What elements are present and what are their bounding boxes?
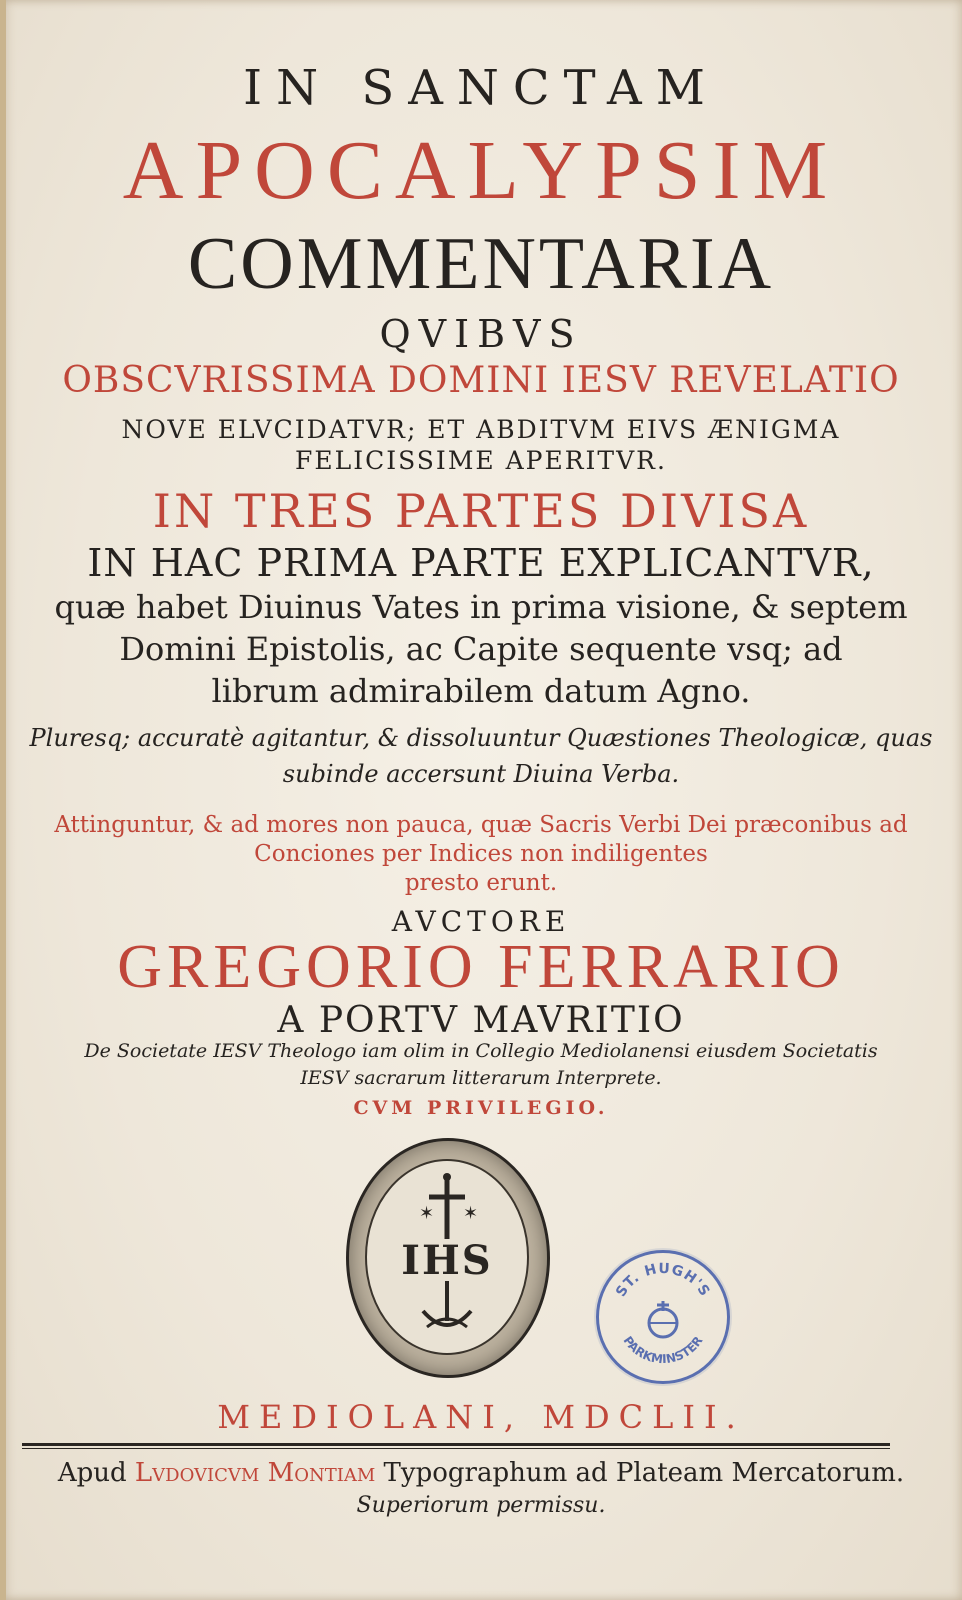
ihs-monogram: IHS <box>401 1237 493 1284</box>
title-line-3: COMMENTARIA <box>187 223 775 305</box>
italic-note-line-1: Pluresq; accuratè agitantur, & dissoluuntur Quæstiones Theologicæ, quas <box>29 724 933 752</box>
apud-text: Apud <box>57 1458 127 1488</box>
title-line-2: APOCALYPSIM <box>122 124 840 217</box>
stamp-top-text: ST. HUGH'S <box>613 1260 713 1300</box>
permission-line: Superiorum permissu. <box>356 1493 606 1518</box>
parts-heading: IN TRES PARTES DIVISA <box>152 484 810 538</box>
imprint-rule-thin <box>22 1448 890 1449</box>
printer-name: Lvdovicvm Montiam <box>134 1458 376 1488</box>
imprint-rule <box>22 1443 890 1446</box>
svg-text:PARKMINSTER <box>621 1334 706 1367</box>
privilege-note: CVM PRIVILEGIO. <box>353 1097 609 1119</box>
description-line-3: librum admirabilem datum Agno. <box>211 672 751 710</box>
svg-text:ST. HUGH'S <box>613 1261 713 1300</box>
place-and-date: MEDIOLANI, MDCLII. <box>217 1398 745 1436</box>
author-origin: A PORTV MAVRITIO <box>277 1000 685 1041</box>
emblem-center <box>365 1159 529 1355</box>
printer-location: Typographum ad Plateam Mercatorum. <box>383 1458 905 1488</box>
stamp-bottom-text: PARKMINSTER <box>620 1333 706 1367</box>
author-affiliation-line-1: De Societate IESV Theologo iam olim in Collegio Mediolanensi eiusdem Societatis <box>84 1040 878 1062</box>
author-affiliation-line-2: IESV sacrarum litterarum Interprete. <box>300 1067 662 1089</box>
subtitle-quibus: QVIBVS <box>379 312 583 356</box>
first-part-heading: IN HAC PRIMA PARTE EXPLICANTVR, <box>87 541 875 585</box>
svg-text:✶: ✶ <box>463 1203 479 1224</box>
author-name: GREGORIO FERRARIO <box>117 933 845 1001</box>
red-note-line-1: Attinguntur, & ad mores non pauca, quæ Sacris Verbi Dei præconibus ad <box>54 812 908 838</box>
subtitle-revelatio: OBSCVRISSIMA DOMINI IESV REVELATIO <box>62 360 900 401</box>
red-note-line-2: Conciones per Indices non indiligentes <box>254 841 708 867</box>
title-line-1: IN SANCTAM <box>243 60 719 116</box>
description-line-2: Domini Epistolis, ac Capite sequente vsq; ad <box>119 630 843 668</box>
auctore-label: AVCTORE <box>391 905 571 938</box>
stamp-graphic <box>599 1253 727 1381</box>
printer-line <box>0 1458 962 1488</box>
subtitle-elucidatur: NOVE ELVCIDATVR; ET ABDITVM EIVS ÆNIGMA <box>121 415 841 444</box>
italic-note-line-2: subinde accersunt Diuina Verba. <box>282 760 680 788</box>
subtitle-aperitur: FELICISSIME APERITVR. <box>295 446 667 475</box>
library-stamp <box>596 1250 730 1384</box>
svg-text:✶: ✶ <box>419 1203 435 1224</box>
red-note-line-3: presto erunt. <box>404 870 558 896</box>
ihs-emblem-icon <box>346 1138 550 1378</box>
description-line-1: quæ habet Diuinus Vates in prima visione, & septem <box>54 588 908 626</box>
